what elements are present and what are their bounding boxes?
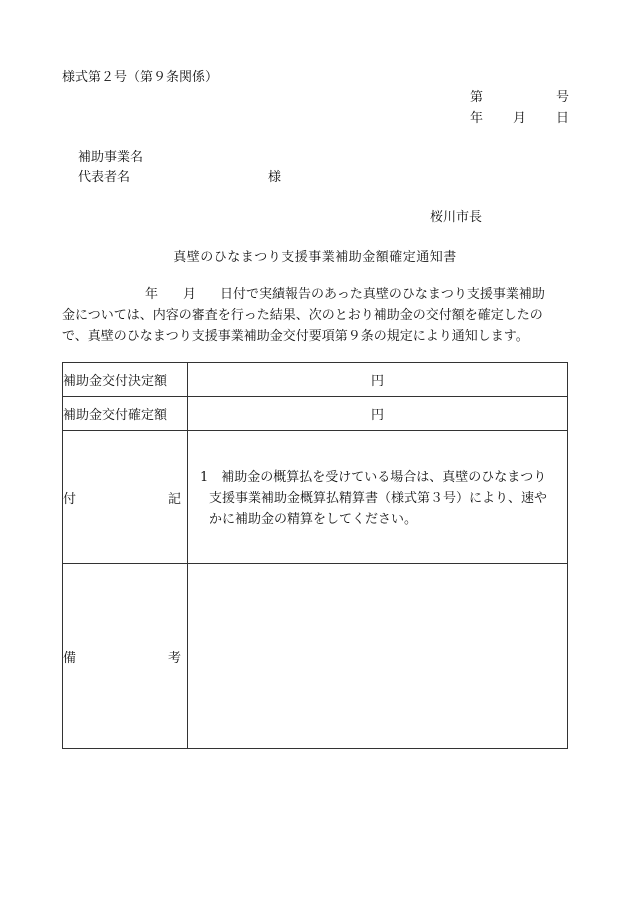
document-number-prefix: 第 [470,90,484,105]
notes-line-1: 1 補助金の概算払を受けている場合は、真壁のひなまつり [200,470,547,485]
amount-table [62,362,568,749]
table-row-notes [63,431,568,564]
remarks-label-char-1: 備 [63,650,77,666]
remarks-content-cell [188,564,568,749]
decided-amount-value: 円 [188,363,568,397]
body-line-1 [62,284,569,305]
table-row-remarks [63,564,568,749]
form-number: 様式第２号（第９条関係） [62,70,219,85]
table-row-decided [63,363,568,397]
date-day-label: 日 [556,111,570,126]
document-number-suffix: 号 [556,90,570,105]
notes-line-3: かに補助金の精算をしてください。 [209,512,418,527]
confirmed-amount-value: 円 [188,397,568,431]
remarks-label-cell [63,564,188,749]
sender-name: 桜川市長 [430,210,483,225]
notes-label-char-2: 記 [167,491,181,507]
notes-label-char-1: 付 [63,491,77,507]
project-name-label: 補助事業名 [78,150,144,165]
body-line-3: で、真壁のひなまつり支援事業補助金交付要項第９条の規定により通知します。 [62,329,529,344]
decided-amount-label: 補助金交付決定額 [63,363,188,397]
body-month: 月 [183,287,197,302]
body-line-2: 金については、内容の審査を行った結果、次のとおり補助金の交付額を確定したの [62,308,543,323]
honorific: 様 [268,170,282,185]
remarks-label-char-2: 考 [167,650,181,666]
body-line-1-rest: 日付で実績報告のあった真壁のひなまつり支援事業補助 [220,287,545,302]
confirmed-amount-label: 補助金交付確定額 [63,397,188,431]
notes-label-cell [63,431,188,564]
date-year-label: 年 [470,111,484,126]
notes-content-cell [188,431,568,564]
notes-line-2: 支援事業補助金概算払精算書（様式第３号）により、速や [209,491,548,506]
body-paragraph [62,284,569,347]
notes-content [188,464,567,530]
document-title: 真壁のひなまつり支援事業補助金額確定通知書 [173,250,457,265]
date-month-label: 月 [513,111,527,126]
representative-label: 代表者名 [78,170,131,185]
table-row-confirmed [63,397,568,431]
body-year: 年 [145,287,159,302]
